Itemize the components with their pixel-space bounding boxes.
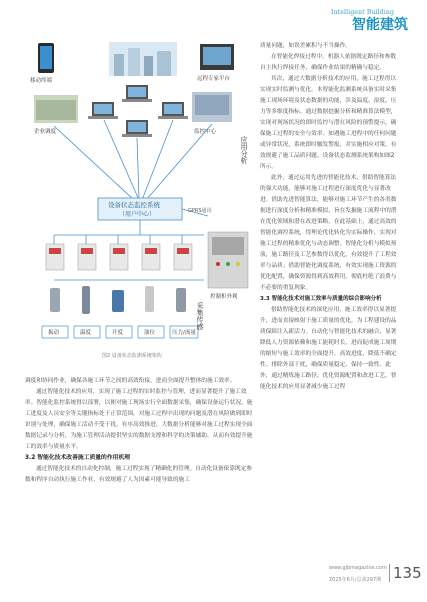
acquisition-unit bbox=[78, 244, 96, 270]
sensor-label-vibration: 振动 bbox=[48, 330, 60, 336]
sensor-device bbox=[50, 288, 60, 312]
left-column bbox=[25, 376, 255, 486]
figure-top-node-0: 移动终端 bbox=[30, 78, 53, 84]
sensor-device bbox=[145, 286, 154, 312]
laptop-icon bbox=[88, 102, 118, 119]
app-analysis-label: 应用分析 bbox=[240, 136, 248, 164]
sensor-device bbox=[112, 290, 124, 312]
laptop-icon bbox=[122, 85, 152, 102]
sensor-label-pressure: 压力/流量 bbox=[172, 330, 196, 336]
system-architecture-figure bbox=[24, 40, 257, 373]
footer-url[interactable]: www.gjbmagazine.com bbox=[329, 565, 387, 571]
sensor-device bbox=[82, 286, 90, 314]
paragraph: 借助智能化技术的深化应用，施工效率得以显著提升，进而直接映射于施工质量的优化，为工程建设的品质保障注入新活力。自动化与智能化技术的融合，显著降低人力资源依赖和施工能耗时长，进而促成施工周期的缩短与施工效率的全面提升。高效进度、降低不确定性、排除外部干扰，确保质量稳定，保持一致性。此外，通过精炼施工路径、优化资源配置和改进工艺，智能化技术的应用显著减少施工过程 bbox=[260, 307, 397, 390]
center-system-sub: （用户中心） bbox=[119, 211, 156, 218]
gprs-label: GPRS通讯 bbox=[188, 208, 212, 214]
figure-mid-node-1: 监控中心 bbox=[194, 129, 217, 135]
acquisition-unit bbox=[46, 244, 64, 270]
header-title: 智能建筑 bbox=[352, 17, 408, 33]
paragraph: 质量问题，如误差累积与不当操作。 bbox=[260, 43, 351, 49]
paragraph: 调度和协同作业，确保各施工环节之间的高效衔接，进而全面提升整体的施工效率。 bbox=[25, 378, 236, 384]
paragraph: 通过智能化技术的自动化控制，施工过程实现了精确化的管理。自动化设备依靠既定参数和程序自动执行施工作业，有效规避了人为因素可能导致的施工 bbox=[25, 466, 253, 483]
paragraph: 通过智能化技术的应用，实现了施工过程的实时监控与管理，进而显著提升了施工效率。智能化监控系统得以部署，以便对施工现场实行全面数据采集，确保设备运行状况、施工进度及人员安全等关键指标处于正常范围，对施工过程中出现的问题及潜在风险做到即时识别与处理，确保施工活动不受干扰，有序高效推进。大数据分析能够对施工过程实现全面数据记录与分析，为施工管理活动提供坚实的数据支撑和科学的决策辅助，从而有效提升施工的效率与质量水平。 bbox=[25, 389, 253, 450]
section-heading-3-3: 3.3 智能化技术对施工效率与质量的综合影响分析 bbox=[260, 296, 382, 302]
center-system-title: 设备状态监控系统 bbox=[108, 201, 160, 209]
panel-label: 控制柜外观 bbox=[210, 294, 238, 300]
laptop-icon bbox=[158, 102, 188, 119]
sensor-label-temperature: 温度 bbox=[80, 330, 92, 336]
sensor-label-oil: 油位 bbox=[144, 330, 156, 336]
footer-issue: 2025年6月/总第297期 bbox=[329, 577, 382, 583]
figure-top-node-1: 远程专家平台 bbox=[197, 76, 231, 82]
header-brand: Intelligent Building bbox=[331, 9, 395, 16]
page-number: 135 bbox=[389, 564, 422, 582]
acquisition-unit bbox=[174, 244, 192, 270]
sensor-device bbox=[176, 288, 186, 312]
right-column bbox=[260, 41, 400, 393]
acquisition-unit bbox=[110, 244, 128, 270]
figure-mid-node-0: 企业调度 bbox=[34, 129, 57, 135]
paragraph: 此外，通过运用先进的智能化技术，借助智能算法的强大功能，能够对施工过程进行深度优化与显著改进。借助先进智能算法，能够对施工环节产生的各类数据进行深度分析和精准模拟，旨在发掘施工流程中的潜在优化领域和潜在改进策略。在此基础上，通过高效的智能化调控系统，得理论优化转化为实际操作，实现对施工过程的精准优化与动态调整。智能化分析与模拟预演，施工路径及工艺参数得以优化，有效提升了工程效率与品质；借助智能化调度系统，有效实现施工资源的优化配置，确保资源得到高效利用，彻底杜绝了浪费与不必要的重复现象。 bbox=[260, 175, 397, 291]
figure-caption: 图2 设备状态监测系统架构 bbox=[102, 353, 162, 359]
sensor-label-opening: 开度 bbox=[112, 330, 124, 336]
acquisition-unit bbox=[142, 244, 160, 270]
laptop-icon bbox=[122, 120, 152, 137]
section-heading-3-2: 3.2 智能化技术改善施工质量的作用机理 bbox=[25, 455, 131, 461]
acq-sensing-label: 采集传感 bbox=[196, 302, 204, 330]
paragraph: 其次，通过大数据分析技术的应用，施工过程得以实现实时监测与优化。本智能化监测系统具备实时采集施工现场环境及状态数据的功能，涉及温度、湿度、压力等多维度指标。通过数据挖掘分析和精准算法模型，实现对现场状况的即时监控与潜在风险的预警提示，确保施工过程的安全与效率。如遇施工进程中的任何问题或异常状况，系统即时触发警报，并实施相应对策，有效规避了施工品质问题。设备状态监测系统架构如图2所示。 bbox=[260, 76, 397, 170]
paragraph: 在智能化焊接过程中，机器人依据既定路径和参数自主执行焊接任务，确保作业结果的精确与稳定。 bbox=[260, 54, 397, 71]
